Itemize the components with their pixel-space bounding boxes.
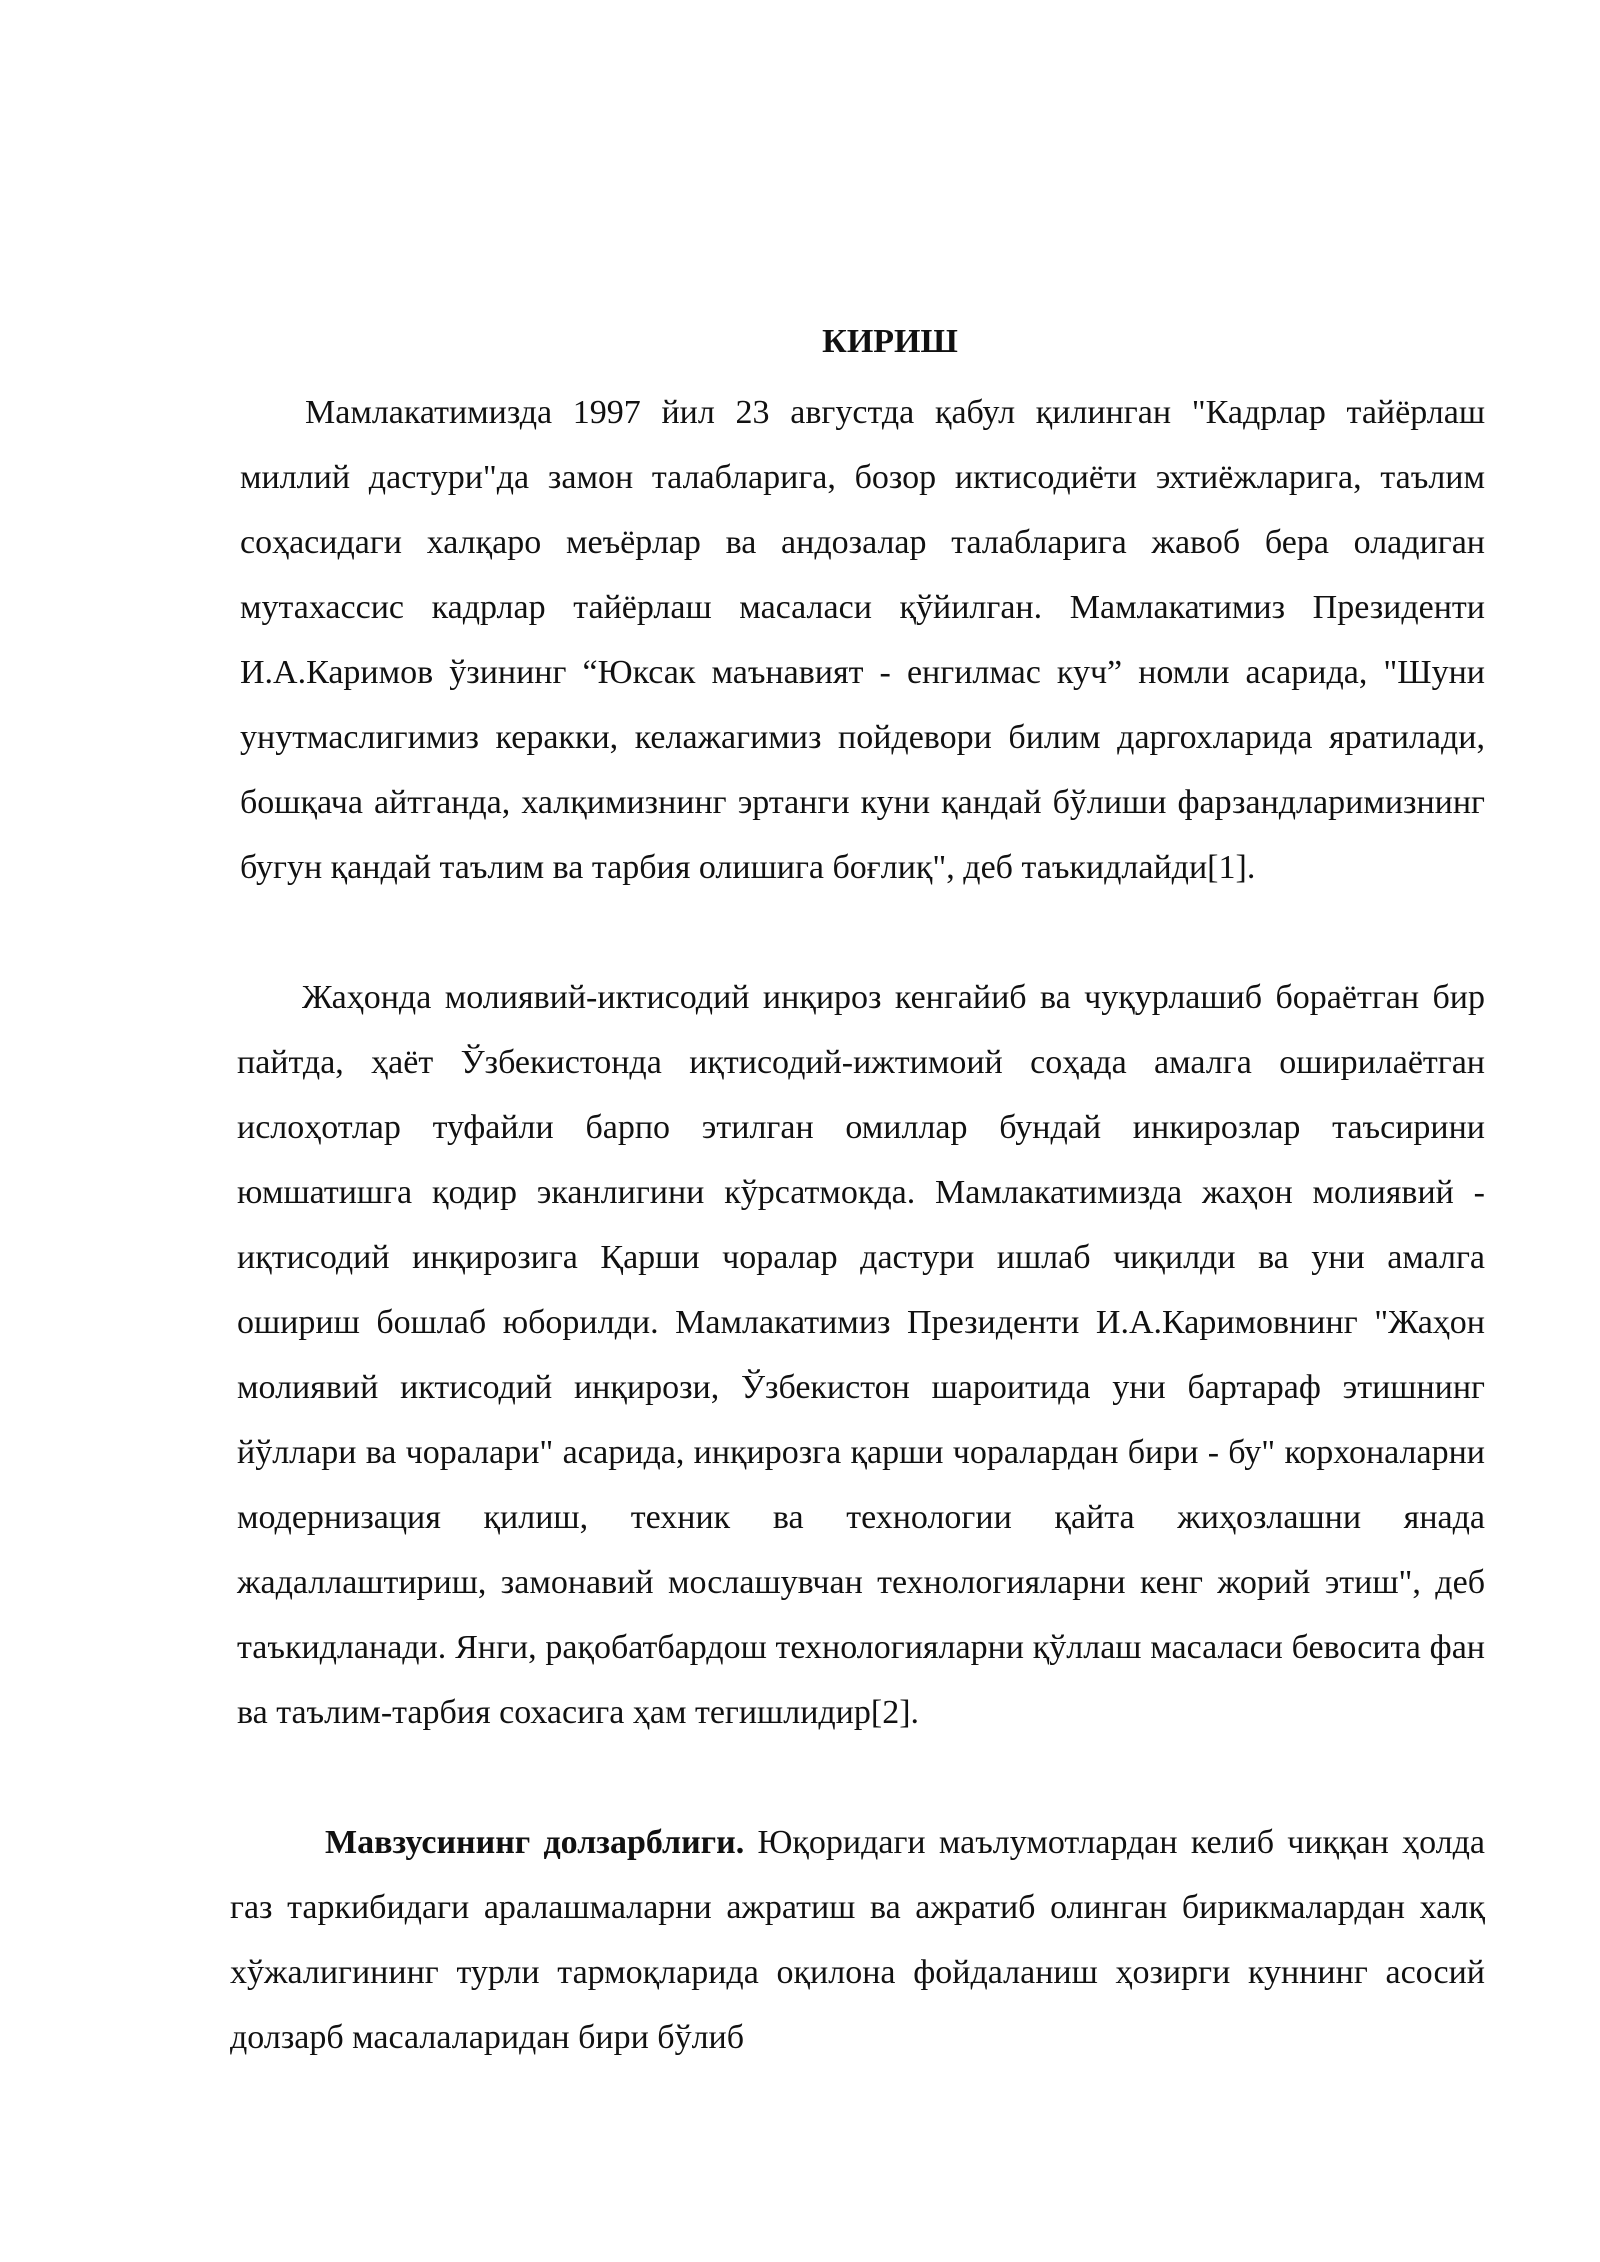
paragraph-lead-bold: Мавзусининг долзарблиги. (325, 1824, 745, 1861)
paragraph (230, 1810, 1485, 2070)
paragraph: Жаҳонда молиявий-иктисодий инқироз кенгайиб ва чуқурлашиб бораётган бир пайтда, ҳаёт Ўзбекистонда иқтисодий-ижтимоий соҳада амалга оширилаётган ислоҳотлар туфайли барпо этилган омиллар бундай инкирозлар таъсирини юмшатишга қодир эканлигини кўрсатмокда. Мамлакатимизда жаҳон молиявий - иқтисодий инқирозига Қарши чоралар дастури ишлаб чиқилди ва уни амалга ошириш бошлаб юборилди. Мамлакатимиз Президенти И.А.Каримовнинг "Жаҳон молиявий иктисодий инқирози, Ўзбекистон шароитида уни бартараф этишнинг йўллари ва чоралари" асарида, инқирозга қарши чоралардан бири - бу" корхоналарни модернизация қилиш, техник ва технологии қайта жиҳозлашни янада жадаллаштириш, замонавий мослашувчан технологияларни кенг жорий этиш", деб таъкидланади. Янги, рақобатбардош технологияларни қўллаш масаласи бевосита фан ва таълим-тарбия сохасига ҳам тегишлидир[2]. (237, 979, 1485, 1731)
section-heading: КИРИШ (822, 323, 958, 360)
paragraph-text: Юқоридаги маълумотлардан келиб чиққан ҳолда газ таркибидаги аралашмаларни ажратиш ва ажратиб олинган бирикмалардан халқ хўжалигининг турли тармоқларида оқилона фойдаланиш ҳозирги куннинг асосий долзарб масалаларидан бири бўлиб (230, 1824, 1485, 2056)
paragraph: Мамлакатимизда 1997 йил 23 августда қабул қилинган "Кадрлар тайёрлаш миллий дастури"да замон талабларига, бозор иктисодиёти эхтиёжларига, таълим соҳасидаги халқаро меъёрлар ва андозалар талабларига жавоб бера оладиган мутахассис кадрлар тайёрлаш масаласи қўйилган. Мамлакатимиз Президенти И.А.Каримов ўзининг “Юксак маънавият - енгилмас куч” номли асарида, "Шуни унутмаслигимиз керакки, келажагимиз пойдевори билим даргохларида яратилади, бошқача айтганда, халқимизнинг эртанги куни қандай бўлиши фарзандларимизнинг бугун қандай таълим ва тарбия олишига боғлиқ", деб таъкидлайди[1]. (240, 394, 1485, 886)
